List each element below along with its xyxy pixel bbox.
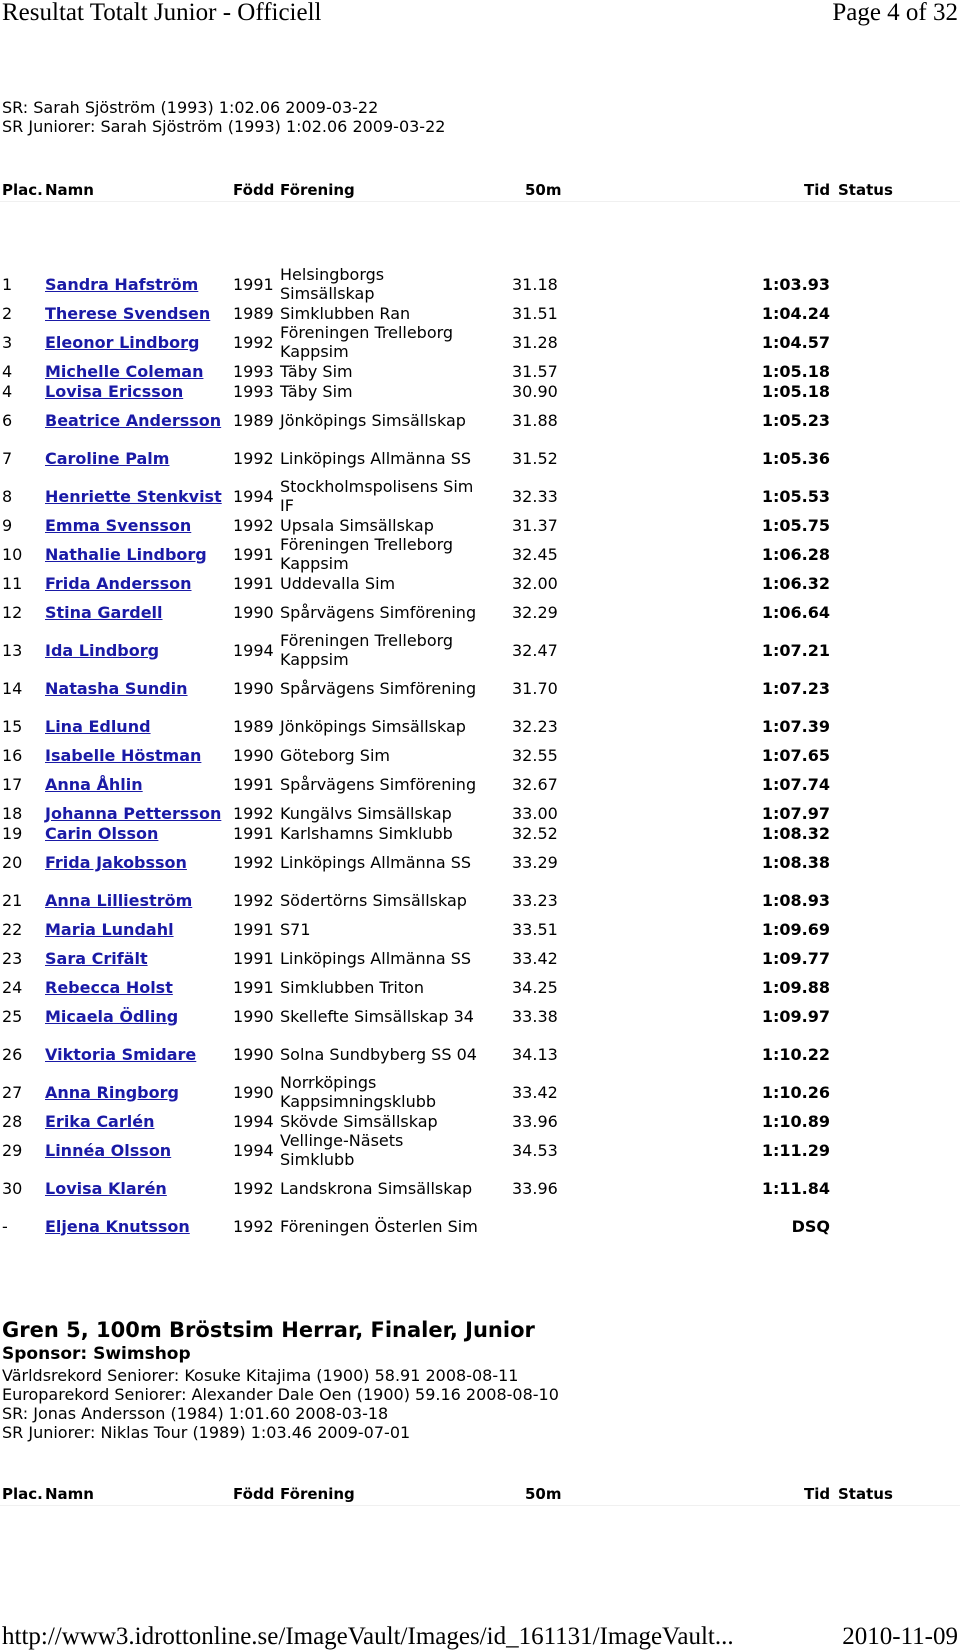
place-cell: 15 [2, 716, 23, 736]
result-row [0, 803, 960, 823]
birth-year-cell: 1991 [233, 977, 274, 997]
split-50m-cell: 33.42 [512, 948, 558, 968]
athlete-name-link[interactable]: Linnéa Olsson [45, 1140, 172, 1160]
club-cell: Föreningen Trelleborg Kappsim [280, 323, 454, 361]
result-row [0, 823, 960, 843]
result-row [0, 381, 960, 401]
place-cell: 2 [2, 303, 13, 323]
athlete-name-link[interactable]: Anna Ringborg [45, 1082, 179, 1102]
athlete-name-link[interactable]: Anna Åhlin [45, 774, 143, 794]
final-time-cell: 1:05.75 [761, 515, 830, 535]
final-time-cell: DSQ [791, 1216, 830, 1236]
birth-year-cell: 1992 [233, 332, 274, 352]
col-plac: Plac. [2, 1485, 43, 1503]
athlete-name-link[interactable]: Henriette Stenkvist [45, 486, 222, 506]
record-europe: Europarekord Seniorer: Alexander Dale Oen (1900) 59.16 2008-08-10 [2, 1385, 559, 1404]
place-cell: 7 [2, 448, 13, 468]
record-world: Världsrekord Seniorer: Kosuke Kitajima (1900) 58.91 2008-08-11 [2, 1366, 519, 1385]
split-50m-cell: 32.45 [512, 544, 558, 564]
place-cell: 30 [2, 1178, 23, 1198]
result-row [0, 707, 960, 745]
athlete-name-link[interactable]: Micaela Ödling [45, 1006, 179, 1026]
final-time-cell: 1:11.29 [761, 1140, 830, 1160]
page-number: Page 4 of 32 [832, 0, 958, 26]
split-50m-cell: 34.13 [512, 1044, 558, 1064]
split-50m-cell: 33.38 [512, 1006, 558, 1026]
final-time-cell: 1:07.39 [761, 716, 830, 736]
split-50m-cell: 32.55 [512, 745, 558, 765]
result-row [0, 669, 960, 707]
club-cell: S71 [280, 919, 311, 939]
final-time-cell: 1:05.36 [761, 448, 830, 468]
athlete-name-link[interactable]: Caroline Palm [45, 448, 170, 468]
club-cell: Kungälvs Simsällskap [280, 803, 452, 823]
birth-year-cell: 1991 [233, 823, 274, 843]
result-row [0, 843, 960, 881]
place-cell: 3 [2, 332, 13, 352]
club-cell: Föreningen Trelleborg Kappsim [280, 631, 454, 669]
athlete-name-link[interactable]: Frida Andersson [45, 573, 192, 593]
athlete-name-link[interactable]: Eljena Knutsson [45, 1216, 190, 1236]
final-time-cell: 1:04.24 [761, 303, 830, 323]
split-50m-cell: 33.96 [512, 1111, 558, 1131]
split-50m-cell: 32.52 [512, 823, 558, 843]
birth-year-cell: 1992 [233, 890, 274, 910]
result-row [0, 515, 960, 535]
place-cell: 8 [2, 486, 13, 506]
place-cell: 29 [2, 1140, 23, 1160]
split-50m-cell: 32.29 [512, 602, 558, 622]
final-time-cell: 1:08.93 [761, 890, 830, 910]
result-row [0, 573, 960, 593]
club-cell: Spårvägens Simförening [280, 774, 477, 794]
birth-year-cell: 1990 [233, 1082, 274, 1102]
place-cell: 24 [2, 977, 23, 997]
split-50m-cell: 32.47 [512, 640, 558, 660]
final-time-cell: 1:10.26 [761, 1082, 830, 1102]
club-cell: Täby Sim [280, 361, 353, 381]
result-row [0, 1073, 960, 1111]
footer-date: 2010-11-09 [842, 1623, 958, 1650]
final-time-cell: 1:08.38 [761, 852, 830, 872]
split-50m-cell: 31.51 [512, 303, 558, 323]
club-cell: Simklubben Ran [280, 303, 411, 323]
final-time-cell: 1:09.88 [761, 977, 830, 997]
split-50m-cell: 33.29 [512, 852, 558, 872]
final-time-cell: 1:05.18 [761, 381, 830, 401]
col-forening: Förening [280, 1485, 355, 1503]
col-tid: Tid [804, 1485, 831, 1503]
club-cell: Föreningen Trelleborg Kappsim [280, 535, 454, 573]
split-50m-cell: 33.00 [512, 803, 558, 823]
club-cell: Skövde Simsällskap [280, 1111, 438, 1131]
place-cell: 4 [2, 361, 13, 381]
result-row [0, 361, 960, 381]
result-row [0, 1131, 960, 1169]
split-50m-cell: 31.18 [512, 274, 558, 294]
club-cell: Helsingborgs Simsällskap [280, 265, 385, 303]
birth-year-cell: 1992 [233, 1216, 274, 1236]
place-cell: 22 [2, 919, 23, 939]
place-cell: 12 [2, 602, 23, 622]
col-plac: Plac. [2, 181, 43, 199]
club-cell: Karlshamns Simklubb [280, 823, 453, 843]
col-namn: Namn [45, 1485, 94, 1503]
final-time-cell: 1:10.89 [761, 1111, 830, 1131]
col-tid: Tid [804, 181, 831, 199]
birth-year-cell: 1990 [233, 1044, 274, 1064]
result-row [0, 1207, 960, 1245]
place-cell: 13 [2, 640, 23, 660]
birth-year-cell: 1994 [233, 640, 274, 660]
club-cell: Föreningen Österlen Sim [280, 1216, 478, 1236]
club-cell: Linköpings Allmänna SS [280, 948, 472, 968]
club-cell: Upsala Simsällskap [280, 515, 434, 535]
birth-year-cell: 1992 [233, 852, 274, 872]
athlete-name-link[interactable]: Natasha Sundin [45, 678, 188, 698]
result-row [0, 265, 960, 303]
split-50m-cell: 33.51 [512, 919, 558, 939]
split-50m-cell: 30.90 [512, 381, 558, 401]
place-cell: 4 [2, 381, 13, 401]
result-row [0, 881, 960, 919]
final-time-cell: 1:07.97 [761, 803, 830, 823]
club-cell: Spårvägens Simförening [280, 602, 477, 622]
place-cell: 11 [2, 573, 23, 593]
place-cell: 14 [2, 678, 23, 698]
place-cell: 20 [2, 852, 23, 872]
result-row [0, 765, 960, 803]
athlete-name-link[interactable]: Michelle Coleman [45, 361, 204, 381]
athlete-name-link[interactable]: Sandra Hafström [45, 274, 199, 294]
athlete-name-link[interactable]: Lina Edlund [45, 716, 151, 736]
place-cell: - [2, 1216, 8, 1236]
birth-year-cell: 1990 [233, 1006, 274, 1026]
club-cell: Uddevalla Sim [280, 573, 396, 593]
final-time-cell: 1:03.93 [761, 274, 830, 294]
final-time-cell: 1:04.57 [761, 332, 830, 352]
place-cell: 10 [2, 544, 23, 564]
athlete-name-link[interactable]: Nathalie Lindborg [45, 544, 207, 564]
athlete-name-link[interactable]: Eleonor Lindborg [45, 332, 200, 352]
birth-year-cell: 1992 [233, 1178, 274, 1198]
split-50m-cell: 33.23 [512, 890, 558, 910]
place-cell: 19 [2, 823, 23, 843]
final-time-cell: 1:05.18 [761, 361, 830, 381]
club-cell: Vellinge-Näsets Simklubb [280, 1131, 404, 1169]
birth-year-cell: 1991 [233, 544, 274, 564]
place-cell: 25 [2, 1006, 23, 1026]
birth-year-cell: 1991 [233, 274, 274, 294]
birth-year-cell: 1991 [233, 774, 274, 794]
birth-year-cell: 1994 [233, 1140, 274, 1160]
split-50m-cell: 32.00 [512, 573, 558, 593]
split-50m-cell: 31.57 [512, 361, 558, 381]
final-time-cell: 1:05.53 [761, 486, 830, 506]
split-50m-cell: 31.28 [512, 332, 558, 352]
athlete-name-link[interactable]: Erika Carlén [45, 1111, 155, 1131]
place-cell: 6 [2, 410, 13, 430]
final-time-cell: 1:06.32 [761, 573, 830, 593]
final-time-cell: 1:07.74 [761, 774, 830, 794]
result-row [0, 323, 960, 361]
final-time-cell: 1:09.77 [761, 948, 830, 968]
birth-year-cell: 1992 [233, 515, 274, 535]
final-time-cell: 1:07.23 [761, 678, 830, 698]
final-time-cell: 1:09.97 [761, 1006, 830, 1026]
birth-year-cell: 1990 [233, 678, 274, 698]
result-row [0, 631, 960, 669]
place-cell: 26 [2, 1044, 23, 1064]
split-50m-cell: 34.25 [512, 977, 558, 997]
athlete-name-link[interactable]: Therese Svendsen [45, 303, 211, 323]
result-row [0, 745, 960, 765]
birth-year-cell: 1990 [233, 745, 274, 765]
place-cell: 18 [2, 803, 23, 823]
record-sr-junior: SR Juniorer: Sarah Sjöström (1993) 1:02.06 2009-03-22 [2, 117, 446, 136]
birth-year-cell: 1989 [233, 410, 274, 430]
athlete-name-link[interactable]: Johanna Pettersson [45, 803, 222, 823]
athlete-name-link[interactable]: Carin Olsson [45, 823, 159, 843]
record-sr: SR: Sarah Sjöström (1993) 1:02.06 2009-03-22 [2, 98, 379, 117]
athlete-name-link[interactable]: Rebecca Holst [45, 977, 173, 997]
final-time-cell: 1:11.84 [761, 1178, 830, 1198]
place-cell: 21 [2, 890, 23, 910]
birth-year-cell: 1994 [233, 486, 274, 506]
final-time-cell: 1:06.28 [761, 544, 830, 564]
athlete-name-link[interactable]: Lovisa Ericsson [45, 381, 184, 401]
club-cell: Norrköpings Kappsimningsklubb [280, 1073, 437, 1111]
footer-url: http://www3.idrottonline.se/ImageVault/Images/id_161131/ImageVault... [2, 1623, 734, 1650]
split-50m-cell: 32.33 [512, 486, 558, 506]
club-cell: Linköpings Allmänna SS [280, 448, 472, 468]
col-forening: Förening [280, 181, 355, 199]
birth-year-cell: 1993 [233, 381, 274, 401]
athlete-name-link[interactable]: Lovisa Klarén [45, 1178, 167, 1198]
result-row [0, 439, 960, 477]
athlete-name-link[interactable]: Emma Svensson [45, 515, 192, 535]
result-row [0, 303, 960, 323]
split-50m-cell: 32.23 [512, 716, 558, 736]
place-cell: 17 [2, 774, 23, 794]
club-cell: Simklubben Triton [280, 977, 425, 997]
club-cell: Täby Sim [280, 381, 353, 401]
place-cell: 28 [2, 1111, 23, 1131]
final-time-cell: 1:07.21 [761, 640, 830, 660]
result-row [0, 939, 960, 977]
result-row [0, 1111, 960, 1131]
birth-year-cell: 1989 [233, 303, 274, 323]
split-50m-cell: 33.42 [512, 1082, 558, 1102]
club-cell: Jönköpings Simsällskap [280, 410, 466, 430]
place-cell: 23 [2, 948, 23, 968]
birth-year-cell: 1994 [233, 1111, 274, 1131]
page-header [0, 0, 960, 28]
athlete-name-link[interactable]: Maria Lundahl [45, 919, 174, 939]
club-cell: Stockholmspolisens Sim IF [280, 477, 474, 515]
split-50m-cell: 31.52 [512, 448, 558, 468]
place-cell: 16 [2, 745, 23, 765]
club-cell: Linköpings Allmänna SS [280, 852, 472, 872]
split-50m-cell: 34.53 [512, 1140, 558, 1160]
result-row [0, 477, 960, 515]
result-row [0, 919, 960, 939]
final-time-cell: 1:09.69 [761, 919, 830, 939]
document-title: Resultat Totalt Junior - Officiell [2, 0, 322, 26]
result-row [0, 997, 960, 1035]
result-row [0, 401, 960, 439]
final-time-cell: 1:07.65 [761, 745, 830, 765]
result-row [0, 977, 960, 997]
col-50m: 50m [525, 181, 562, 199]
club-cell: Göteborg Sim [280, 745, 390, 765]
club-cell: Södertörns Simsällskap [280, 890, 467, 910]
col-status: Status [838, 181, 893, 199]
result-row [0, 535, 960, 573]
athlete-name-link[interactable]: Anna Lillieström [45, 890, 193, 910]
sponsor: Sponsor: Swimshop [2, 1344, 191, 1364]
result-row [0, 593, 960, 631]
split-50m-cell: 33.96 [512, 1178, 558, 1198]
page-footer [0, 1620, 960, 1652]
column-header [0, 1485, 960, 1506]
section-title: Gren 5, 100m Bröstsim Herrar, Finaler, Junior [2, 1318, 535, 1342]
place-cell: 27 [2, 1082, 23, 1102]
split-50m-cell: 31.37 [512, 515, 558, 535]
club-cell: Solna Sundbyberg SS 04 [280, 1044, 477, 1064]
split-50m-cell: 31.88 [512, 410, 558, 430]
athlete-name-link[interactable]: Viktoria Smidare [45, 1044, 197, 1064]
athlete-name-link[interactable]: Isabelle Höstman [45, 745, 202, 765]
col-fodd: Född [233, 1485, 275, 1503]
birth-year-cell: 1992 [233, 448, 274, 468]
club-cell: Spårvägens Simförening [280, 678, 477, 698]
club-cell: Landskrona Simsällskap [280, 1178, 473, 1198]
club-cell: Jönköpings Simsällskap [280, 716, 466, 736]
athlete-name-link[interactable]: Beatrice Andersson [45, 410, 222, 430]
birth-year-cell: 1989 [233, 716, 274, 736]
place-cell: 9 [2, 515, 13, 535]
final-time-cell: 1:05.23 [761, 410, 830, 430]
col-namn: Namn [45, 181, 94, 199]
final-time-cell: 1:08.32 [761, 823, 830, 843]
final-time-cell: 1:06.64 [761, 602, 830, 622]
birth-year-cell: 1991 [233, 948, 274, 968]
athlete-name-link[interactable]: Sara Crifält [45, 948, 148, 968]
split-50m-cell: 31.70 [512, 678, 558, 698]
club-cell: Skellefte Simsällskap 34 [280, 1006, 474, 1026]
final-time-cell: 1:10.22 [761, 1044, 830, 1064]
col-status: Status [838, 1485, 893, 1503]
col-50m: 50m [525, 1485, 562, 1503]
col-fodd: Född [233, 181, 275, 199]
birth-year-cell: 1992 [233, 803, 274, 823]
athlete-name-link[interactable]: Stina Gardell [45, 602, 163, 622]
result-row [0, 1169, 960, 1207]
birth-year-cell: 1993 [233, 361, 274, 381]
athlete-name-link[interactable]: Frida Jakobsson [45, 852, 187, 872]
birth-year-cell: 1991 [233, 919, 274, 939]
result-row [0, 1035, 960, 1073]
record-sr: SR: Jonas Andersson (1984) 1:01.60 2008-03-18 [2, 1404, 389, 1423]
record-sr-junior: SR Juniorer: Niklas Tour (1989) 1:03.46 2009-07-01 [2, 1423, 411, 1442]
birth-year-cell: 1991 [233, 573, 274, 593]
athlete-name-link[interactable]: Ida Lindborg [45, 640, 160, 660]
place-cell: 1 [2, 274, 13, 294]
split-50m-cell: 32.67 [512, 774, 558, 794]
birth-year-cell: 1990 [233, 602, 274, 622]
column-header [0, 181, 960, 202]
